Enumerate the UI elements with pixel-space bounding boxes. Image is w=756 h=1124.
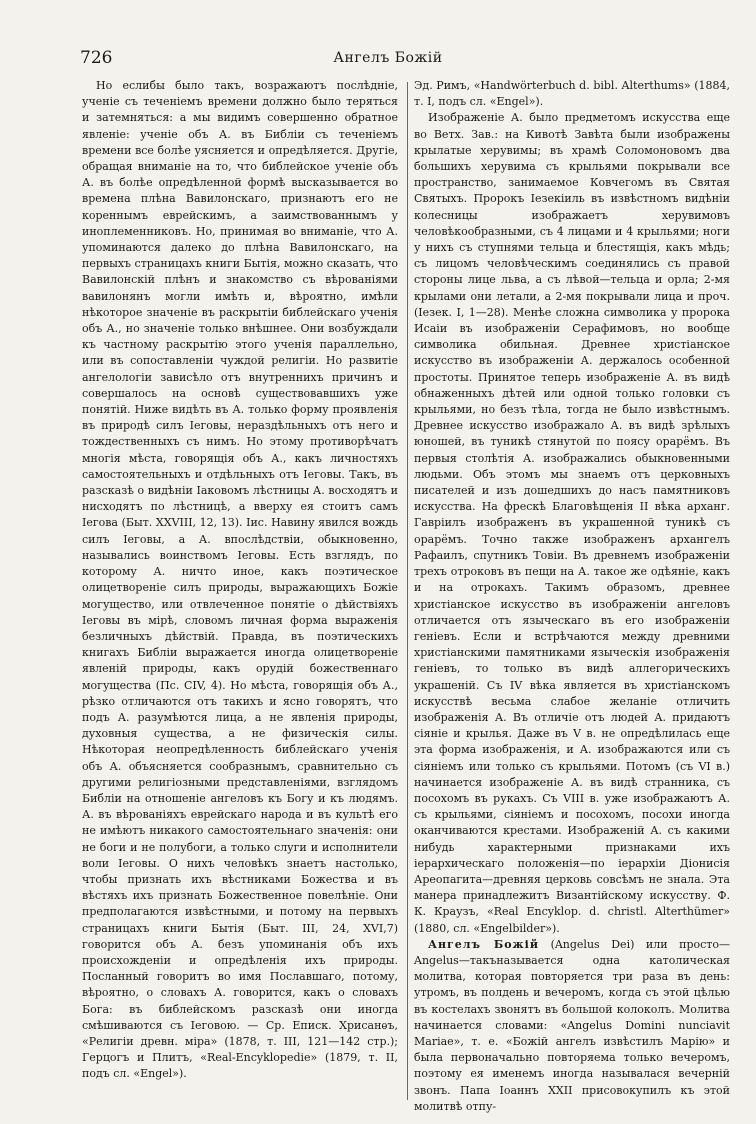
right-column xyxy=(414,78,730,1115)
column-divider xyxy=(407,82,408,1100)
paragraph: Изображеніе А. было предметомъ искусства еще во Ветх. Зав.: на Кивотѣ Завѣта были изображены крылатые херувимы; въ храмѣ Соломоновомъ два большихъ херувима съ крыльями покрывали все пространство, занимаемое Ковчегомъ въ Святая Святыхъ. Пророкъ Іезекіиль въ извѣстномъ видѣніи колесницы изображаетъ херувимовъ человѣкообразными, съ 4 лицами и 4 крыльями; ноги у нихъ съ ступнями тельца и блестящія, какъ мѣдь; съ лицомъ человѣческимъ соединялись съ правой стороны лице льва, а съ лѣвой—тельца и орла; 2-мя крылами они летали, а 2-мя покрывали лица и проч. (Іезек. I, 1—28). Менѣе сложна символика у пророка Исаіи въ изображеніи Серафимовъ, но вообще символика обильная. Древнее христіанское искусство въ изображеніи А. держалось особенной простоты. Принятое теперь изображеніе А. въ видѣ обнаженныхъ дѣтей или одной только головки съ крыльями, но безъ тѣла, тогда не было извѣстнымъ. Древнее искусство изображало А. въ видѣ зрѣлыхъ юношей, въ туникѣ стянутой по поясу орарёмъ. Въ первыя столѣтія А. изображались обыкновенными людьми. Объ этомъ мы знаемъ отъ церковныхъ писателей и изъ дошедшихъ до насъ памятниковъ искусства. На фрескѣ Благовѣщенія II вѣка арханг. Гавріилъ изображенъ въ украшенной туникѣ съ орарёмъ. Точно также изображенъ архангелъ Рафаилъ, спутникъ Товіи. Въ древнемъ изображеніи трехъ отроковъ въ пещи на А. такое же одѣяніе, какъ и на отрокахъ. Такимъ образомъ, древнее христіанское искусство въ изображеніи ангеловъ отличается отъ языческаго въ его изображеніи геніевъ. Если и встрѣчаются между древними христіанскими памятниками языческія изображенія геніевъ, то только въ видѣ аллегорическихъ украшеній. Съ IV вѣка является въ христіанскомъ искусствѣ весьма слабое желаніе отличить изображенія А. Въ отличіе отъ людей А. придаютъ сіяніе и крылья. Даже въ V в. не опредѣлилась еще эта форма изображенія, и А. изображаются или съ сіяніемъ или только съ крыльями. Потомъ (съ VI в.) начинается изображеніе А. въ видѣ странника, съ посохомъ въ рукахъ. Съ VIII в. уже изображаютъ А. съ крыльями, сіяніемъ и посохомъ, посохи иногда оканчиваются крестами. Изображеній А. съ какими нибудь характерными признаками ихъ іерархическаго положенія—по іерархіи Діонисія Ареопагита—древняя церковь совсѣмъ не знала. Эта манера принадлежитъ Византійскому искусству. Ф. К. Краузъ, «Real Encyklop. d. christl. Alterthümer» (1880, сл. «Engelbilder»). xyxy=(414,111,730,935)
entry-paragraph xyxy=(414,937,730,1115)
paragraph: Эд. Римъ, «Handwörterbuch d. bibl. Alterthums» (1884, т. I, подъ сл. «Engel»). xyxy=(414,79,730,109)
running-title: Ангелъ Божій xyxy=(333,50,443,66)
left-column xyxy=(82,78,398,1083)
paragraph: Но еслибы было такъ, возражаютъ послѣдніе, ученіе съ теченіемъ времени должно было теряться и затемняться: а мы видимъ совершенно обратное явленіе: ученіе объ А. въ Библіи съ теченіемъ времени все болѣе уясняется и опредѣляется. Другіе, обращая вниманіе на то, что библейское ученіе объ А. въ болѣе опредѣленной формѣ высказывается во времена плѣна Вавилонскаго, признаютъ его не кореннымъ еврейскимъ, а заимствованнымъ у иноплеменниковъ. Но, принимая во вниманіе, что А. упоминаются далеко до плѣна Вавилонскаго, на первыхъ страницахъ книги Бытія, можно сказать, что Вавилонскій плѣнъ и знакомство съ вѣрованіями вавилонянъ могли имѣть и, вѣроятно, имѣли нѣкоторое значеніе въ раскрытіи библейскаго ученія объ А., но значеніе только внѣшнее. Они возбуждали къ частному раскрытію этого ученія параллельно, или въ сопоставленіи чуждой религіи. Но развитіе ангелологіи зависѣло отъ внутреннихъ причинъ и совершалось на основѣ существовавшихъ уже понятій. Ниже видѣть въ А. только форму проявленія въ природѣ силъ Іеговы, нераздѣльныхъ отъ него и тождественныхъ съ нимъ. Но этому противорѣчатъ многія мѣста, говорящія объ А., какъ личностяхъ самостоятельныхъ и отдѣльныхъ отъ Іеговы. Такъ, въ разсказѣ о видѣніи Іаковомъ лѣстницы А. восходятъ и нисходятъ по лѣстницѣ, а вверху ея стоитъ самъ Іегова (Быт. XXVIII, 12, 13). Іис. Навину явился вождь силъ Іеговы, а А. впослѣдствіи, обыкновенно, назывались воинствомъ Іеговы. Есть взглядъ, по которому А. ничто иное, какъ поэтическое олицетвореніе силъ природы, выражающихъ Божіе могущество, или отвлеченное понятіе о дѣйствіяхъ Іеговы въ мірѣ, словомъ личная форма выраженія безличныхъ дѣйствій. Правда, въ поэтическихъ книгахъ Библіи выражается иногда олицетвореніе явленій природы, какъ орудій божественнаго могущества (Пс. CIV, 4). Но мѣста, говорящія объ А., рѣзко отличаются отъ такихъ и ясно говорятъ, что подъ А. разумѣются лица, а не явленія природы, духовныя существа, а не физическія силы. Нѣкоторая неопредѣленность библейскаго ученія объ А. объясняется сообразнымъ, сравнительно съ другими религіозными представленіями, взглядомъ Библіи на отношеніе ангеловъ къ Богу и къ людямъ. А. въ вѣрованіяхъ еврейскаго народа и въ культѣ его не имѣютъ никакого самостоятельнаго значенія: они не боги и не полубоги, а только слуги и исполнители воли Іеговы. О нихъ человѣкъ знаетъ настолько, чтобы признать ихъ вѣстниками Божества и въ вѣстяхъ ихъ признать Божественное повелѣніе. Они предполагаются извѣстными, и потому на первыхъ страницахъ книги Бытія (Быт. III, 24, XVI,7) говорится объ А. безъ упоминанія объ ихъ происхожденіи и опредѣленія ихъ природы. Посланный говоритъ во имя Пославшаго, потому, вѣроятно, о словахъ А. говорится, какъ о словахъ Бога: въ библейскомъ разсказѣ они иногда смѣшиваются съ Іеговою. — Ср. Еписк. Хрисанѳъ, «Религіи древн. міра» (1878, т. III, 121—142 стр.); Герцогъ и Плитъ, «Real-Encyklopedie» (1879, т. II, подъ сл. «Engel»). xyxy=(82,79,398,1081)
page-number: 726 xyxy=(80,48,113,68)
entry-text: (Angelus Dei) или просто—Angelus—такъназывается одна католическая молитва, которая повторяется три раза въ день: утромъ, въ полдень и вечеромъ, когда съ этой цѣлью въ костелахъ звонятъ въ большой колоколъ. Молитва начинается словами: «Angelus Domini nunciavit Mariae», т. е. «Божій ангелъ извѣстилъ Марію» и была первоначально повторяема только вечеромъ, поэтому ея именемъ иногда называлася вечерній звонъ. Папа Іоаннъ XXII присовокупилъ къ этой молитвѣ отпу- xyxy=(414,937,730,1113)
page-header xyxy=(80,48,696,70)
entry-term: Ангелъ Божій xyxy=(428,937,540,951)
